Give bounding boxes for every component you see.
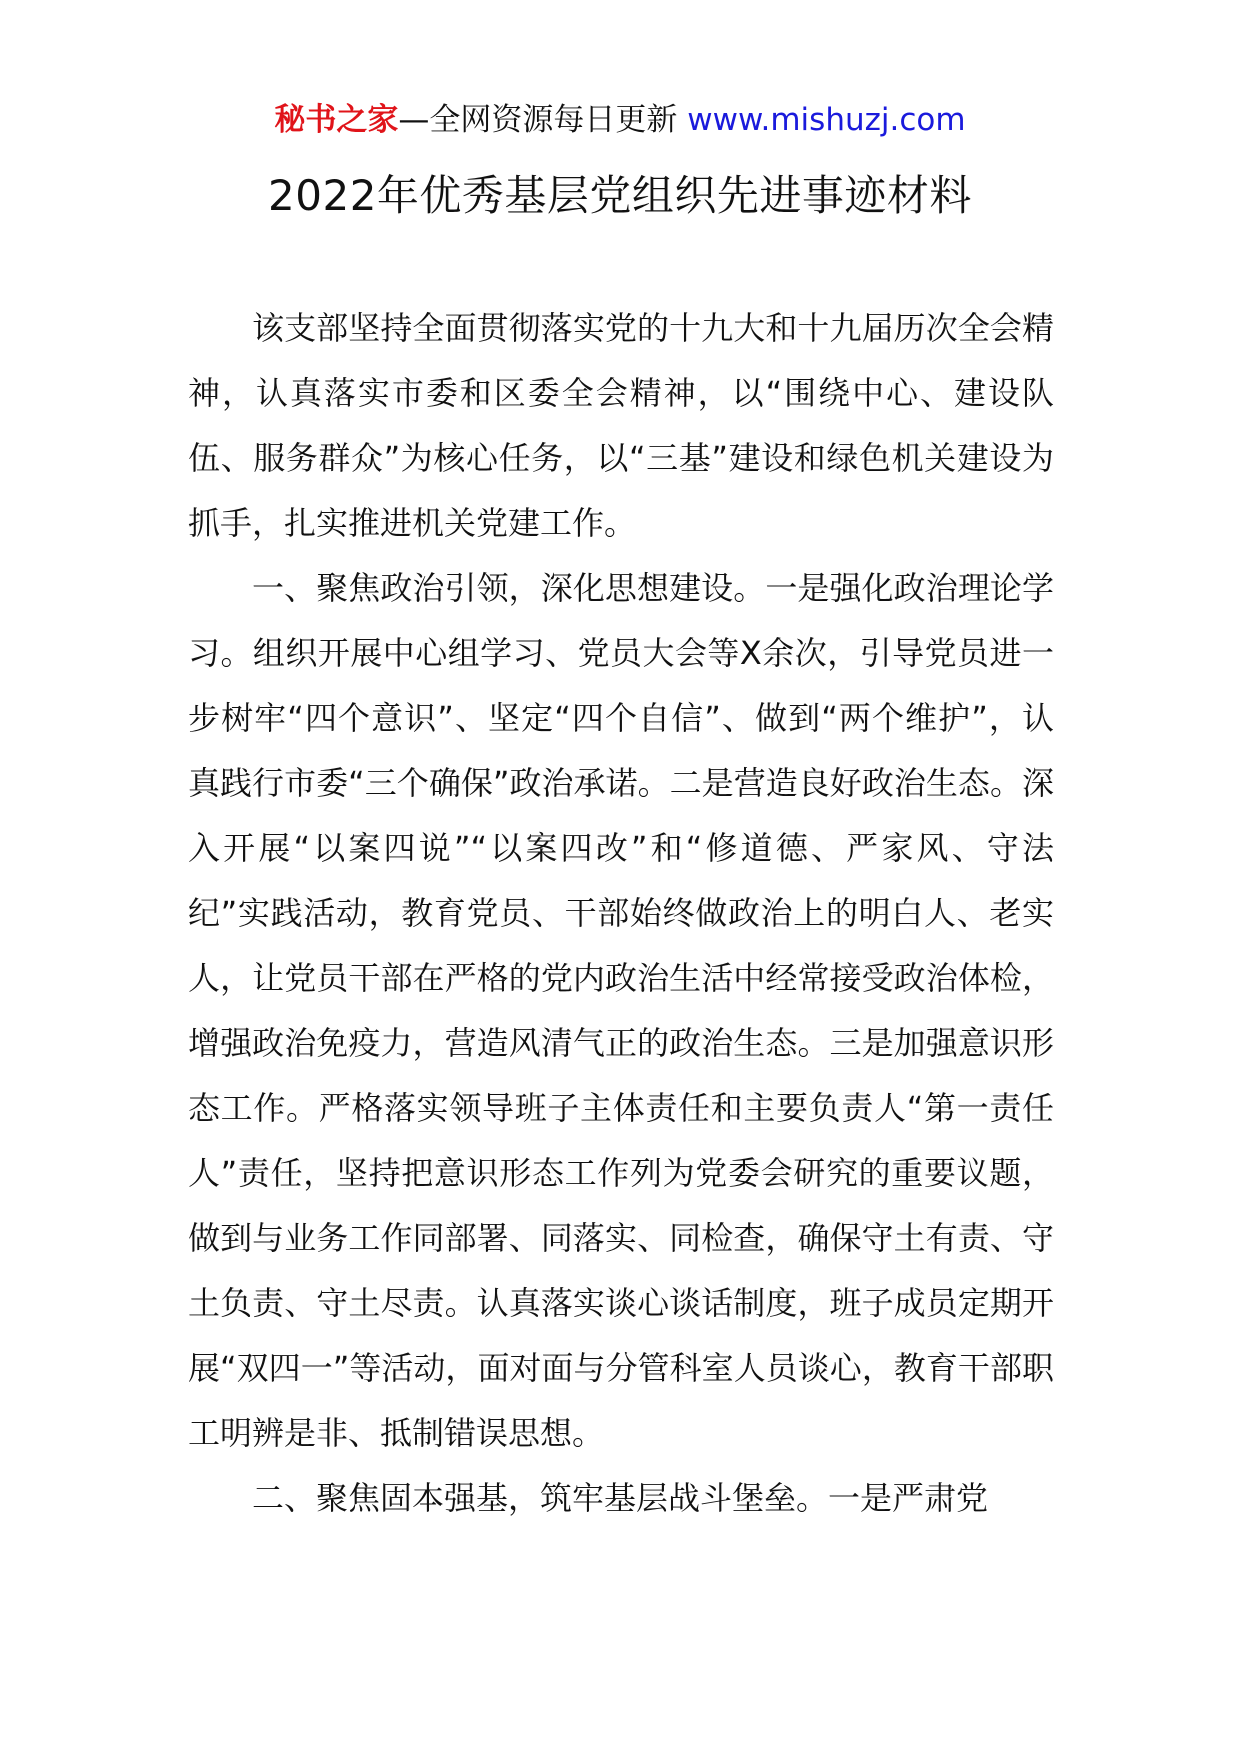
site-brand: 秘书之家 (274, 102, 399, 138)
site-header (0, 100, 1240, 140)
document-body (188, 296, 1054, 1531)
site-url[interactable]: www.mishuzj.com (687, 102, 966, 138)
paragraph-section-2: 二、聚焦固本强基，筑牢基层战斗堡垒。一是严肃党 (252, 1479, 989, 1517)
paragraph-section-1: 一、聚焦政治引领，深化思想建设。一是强化政治理论学习。组织开展中心组学习、党员大会等X余次，引导党员进一步树牢“四个意识”、坚定“四个自信”、做到“两个维护”，认真践行市委“三个确保”政治承诺。二是营造良好政治生态。深入开展“以案四说”“以案四改”和“修道德、严家风、守法纪”实践活动，教育党员、干部始终做政治上的明白人、老实人，让党员干部在严格的党内政治生活中经常接受政治体检，增强政治免疫力，营造风清气正的政治生态。三是加强意识形态工作。严格落实领导班子主体责任和主要负责人“第一责任人”责任，坚持把意识形态工作列为党委会研究的重要议题，做到与业务工作同部署、同落实、同检查，确保守土有责、守土负责、守土尽责。认真落实谈心谈话制度，班子成员定期开展“双四一”等活动，面对面与分管科室人员谈心，教育干部职工明辨是非、抵制错误思想。 (188, 569, 1054, 1452)
site-tagline: —全网资源每日更新 (398, 102, 688, 138)
document-title: 2022年优秀基层党组织先进事迹材料 (268, 171, 972, 220)
paragraph-intro: 该支部坚持全面贯彻落实党的十九大和十九届历次全会精神，认真落实市委和区委全会精神，以“围绕中心、建设队伍、服务群众”为核心任务，以“三基”建设和绿色机关建设为抓手，扎实推进机关党建工作。 (188, 309, 1054, 542)
